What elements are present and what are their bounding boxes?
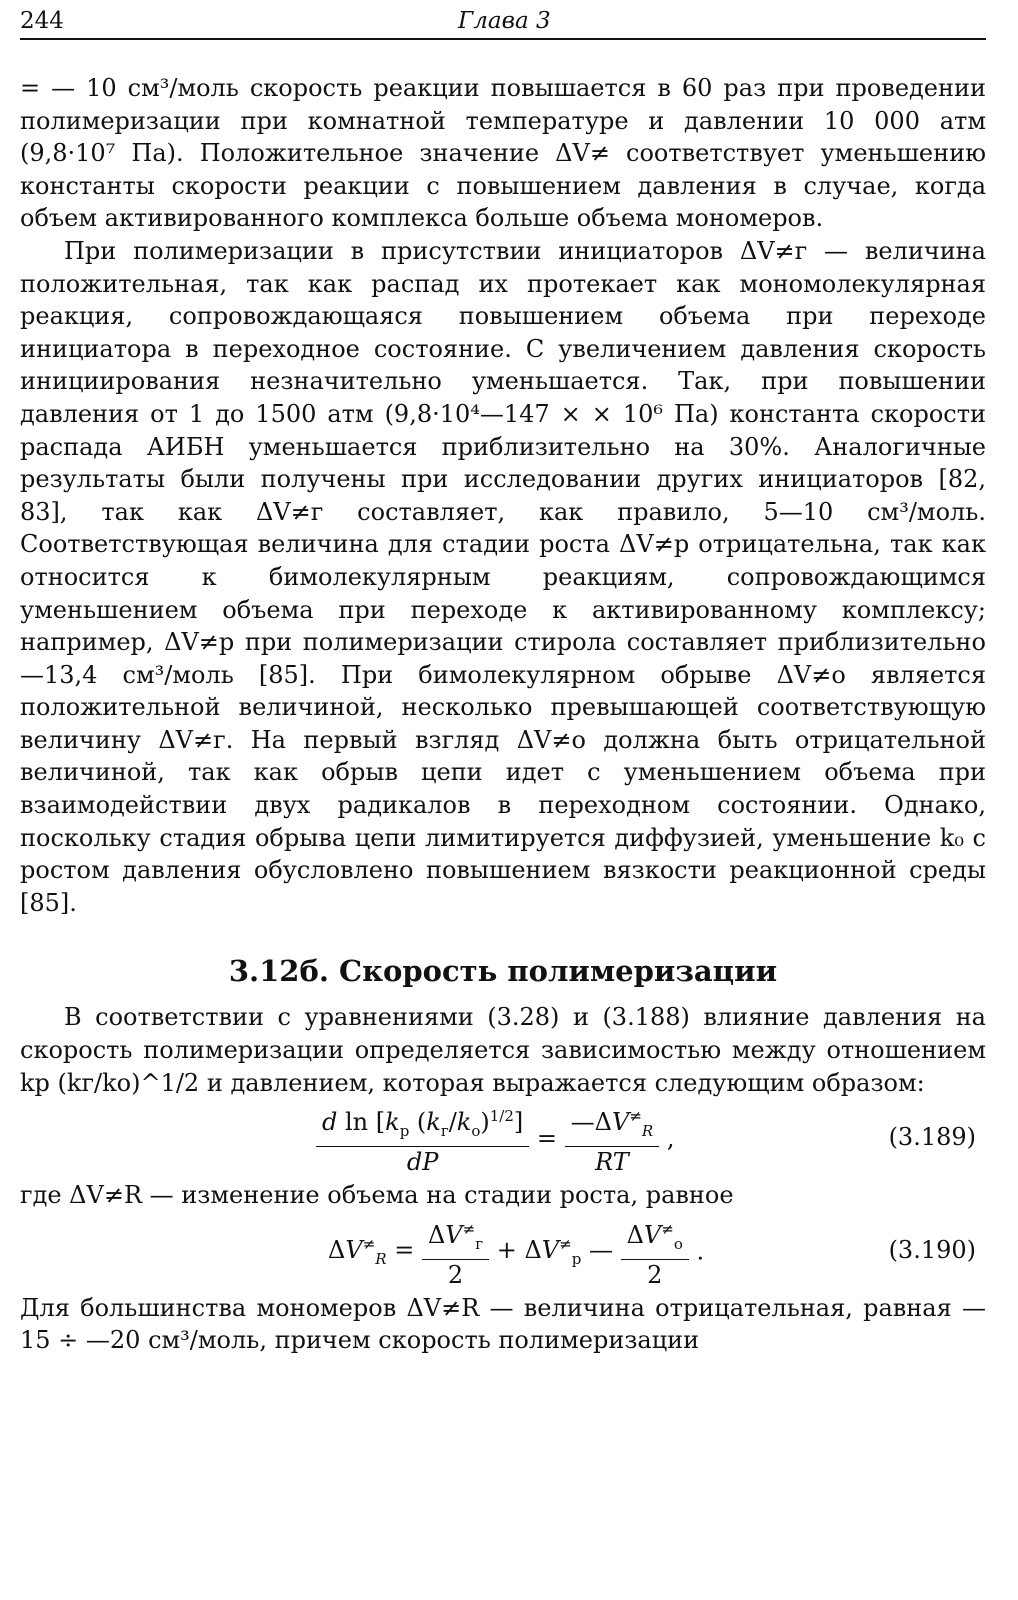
equation-3-190: $\Delta V^\ne_R$ = $\frac{\Delta V^\ne_г}{2}$ + $\Delta V^\ne_р$ — $\frac{\Delta V^\ne_о}{2}$ . (3.190): [20, 1212, 986, 1292]
paragraph-1: = — 10 см³/моль скорость реакции повышается в 60 раз при проведении полимеризации при комнатной температуре и давлении 10 000 атм (9,8·10⁷ Па). Положительное значение ΔV≠ соответствует уменьшению константы скорости реакции с повышением давления в случае, когда объем активированного комплекса больше объема мономеров.: [20, 74, 986, 233]
equation-number: (3.189): [888, 1123, 976, 1152]
chapter-title: Глава 3: [458, 8, 551, 34]
equation-3-189: $\frac{d \ln [k_р (k_г/k_о)^{1/2}]}{dP}$ = $\frac{—\Delta V^\ne_R}{RT}$ , (3.189): [20, 1099, 986, 1179]
page-number: 244: [20, 8, 64, 34]
page-body: [20, 72, 986, 1357]
section-title: 3.12б. Скорость полимеризации: [228, 954, 778, 989]
equation-number: (3.190): [888, 1235, 976, 1264]
page-header: [20, 4, 986, 40]
paragraph-4: где ΔV≠R — изменение объема на стадии роста, равное: [20, 1181, 734, 1210]
paragraph-3: В соответствии с уравнениями (3.28) и (3.188) влияние давления на скорость полимеризации определяется зависимостью между отношением kр (kг/kо)^1/2 и давлением, которая выражается следующим образом:: [20, 1003, 986, 1097]
paragraph-2: При полимеризации в присутствии инициаторов ΔV≠г — величина положительная, так как распад их протекает как мономолекулярная реакция, сопровождающаяся повышением объема при переходе инициатора в переходное состояние. С увеличением давления скорость инициирования незначительно уменьшается. Так, при повышении давления от 1 до 1500 атм (9,8·10⁴—147 × × 10⁶ Па) константа скорости распада АИБН уменьшается приблизительно на 30%. Аналогичные результаты были получены при исследовании других инициаторов [82, 83], так как ΔV≠г составляет, как правило, 5—10 см³/моль. Соответствующая величина для стадии роста ΔV≠р отрицательна, так как относится к бимолекулярным реакциям, сопровождающимся уменьшением объема при переходе к активированному комплексу; например, ΔV≠р при полимеризации стирола составляет приблизительно —13,4 см³/моль [85]. При бимолекулярном обрыве ΔV≠о является положительной величиной, несколько превышающей соответствующую величину ΔV≠г. На первый взгляд ΔV≠о должна быть отрицательной величиной, так как обрыв цепи идет с уменьшением объема при взаимодействии двух радикалов в переходном состоянии. Однако, поскольку стадия обрыва цепи лимитируется диффузией, уменьшение k₀ с ростом давления обусловлено повышением вязкости реакционной среды [85].: [20, 236, 986, 917]
paragraph-5: Для большинства мономеров ΔV≠R — величина отрицательная, равная —15 ÷ —20 см³/моль, причем скорость полимеризации: [20, 1293, 986, 1355]
